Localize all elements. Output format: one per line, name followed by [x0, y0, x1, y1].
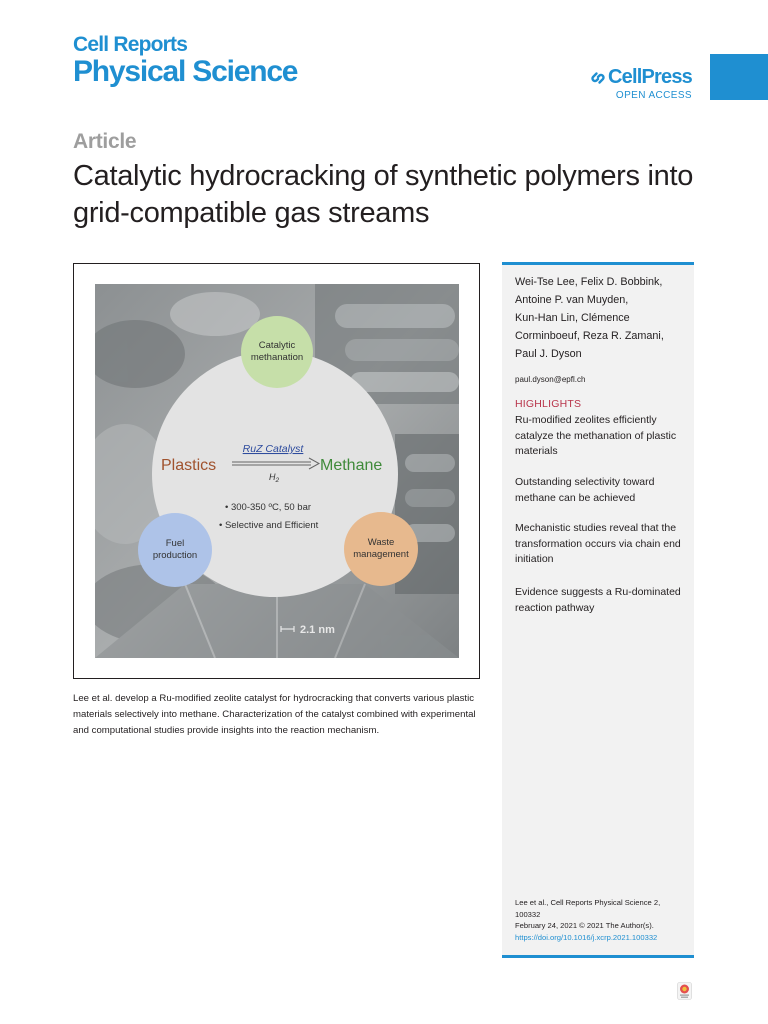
reactant-label: Plastics [161, 457, 217, 474]
condition-line1: • 300-350 ºC, 50 bar [225, 502, 312, 513]
product-label: Methane [320, 457, 383, 474]
catalytic-label-line1: Catalytic [258, 340, 296, 351]
publisher-name [590, 66, 692, 89]
author-line: Paul J. Dyson [515, 348, 582, 360]
doi-link[interactable]: https://doi.org/10.1016/j.xcrp.2021.100332 [515, 932, 658, 942]
citation-line: February 24, 2021 © 2021 The Author(s). [515, 921, 654, 930]
citation-line: 100332 [515, 909, 541, 919]
info-sidebar [502, 262, 694, 958]
author-line: Corminboeuf, Reza R. Zamani, [515, 330, 664, 342]
fuel-label-line2: production [152, 550, 198, 561]
cellpress-logo-icon [590, 70, 606, 86]
corner-tab [710, 54, 768, 100]
reagent-label: $H_2$ [269, 472, 280, 484]
author-line: Wei-Tse Lee, Felix D. Bobbink, [515, 276, 663, 288]
highlight-item: Evidence suggests a Ru-dominated reaction pathway [515, 586, 681, 614]
crossmark-icon[interactable] [677, 982, 692, 1000]
condition-line2: • Selective and Efficient [219, 520, 319, 531]
author-line: Antoine P. van Muyden, [515, 294, 629, 306]
highlight-item: Outstanding selectivity toward methane can be achieved [515, 476, 655, 504]
highlight-item: Mechanistic studies reveal that the transformation occurs via chain end initiation [515, 522, 681, 566]
author-line: Kun-Han Lin, Clémence [515, 312, 630, 324]
scale-bar-label: 2.1 nm [300, 624, 335, 636]
citation-line: Lee et al., Cell Reports Physical Science 2, [515, 898, 661, 907]
publisher-name-text: CellPress [608, 66, 692, 88]
author-list [515, 273, 690, 363]
abstract-text: Lee et al. develop a Ru-modified zeolite catalyst for hydrocracking that converts various plastic materials selectively into methane. Characterization of the catalyst combined with experimental and computational studies provide insights into the reaction mechanism. [73, 693, 476, 736]
graphical-abstract-image [95, 284, 459, 658]
waste-label-line2: management [353, 549, 409, 560]
graphical-abstract [73, 263, 480, 679]
citation-block [515, 897, 690, 943]
waste-label-line1: Waste [367, 537, 395, 548]
open-access-label: OPEN ACCESS [615, 90, 692, 101]
journal-title [73, 34, 297, 87]
publisher-block [590, 66, 692, 101]
highlights-heading: HIGHLIGHTS [515, 398, 582, 410]
fuel-label-line1: Fuel [165, 538, 185, 549]
journal-title-line1: Cell Reports [73, 33, 188, 56]
journal-title-line2: Physical Science [73, 55, 298, 88]
catalyst-label: RuZ Catalyst [242, 443, 304, 455]
highlight-item: Ru-modified zeolites efficiently catalyze the methanation of plastic materials [515, 414, 677, 458]
catalytic-label-line2: methanation [250, 352, 304, 363]
article-title: Catalytic hydrocracking of synthetic polymers into grid-compatible gas streams [73, 160, 694, 229]
author-email[interactable]: paul.dyson@epfl.ch [515, 375, 586, 384]
article-type: Article [73, 130, 137, 153]
